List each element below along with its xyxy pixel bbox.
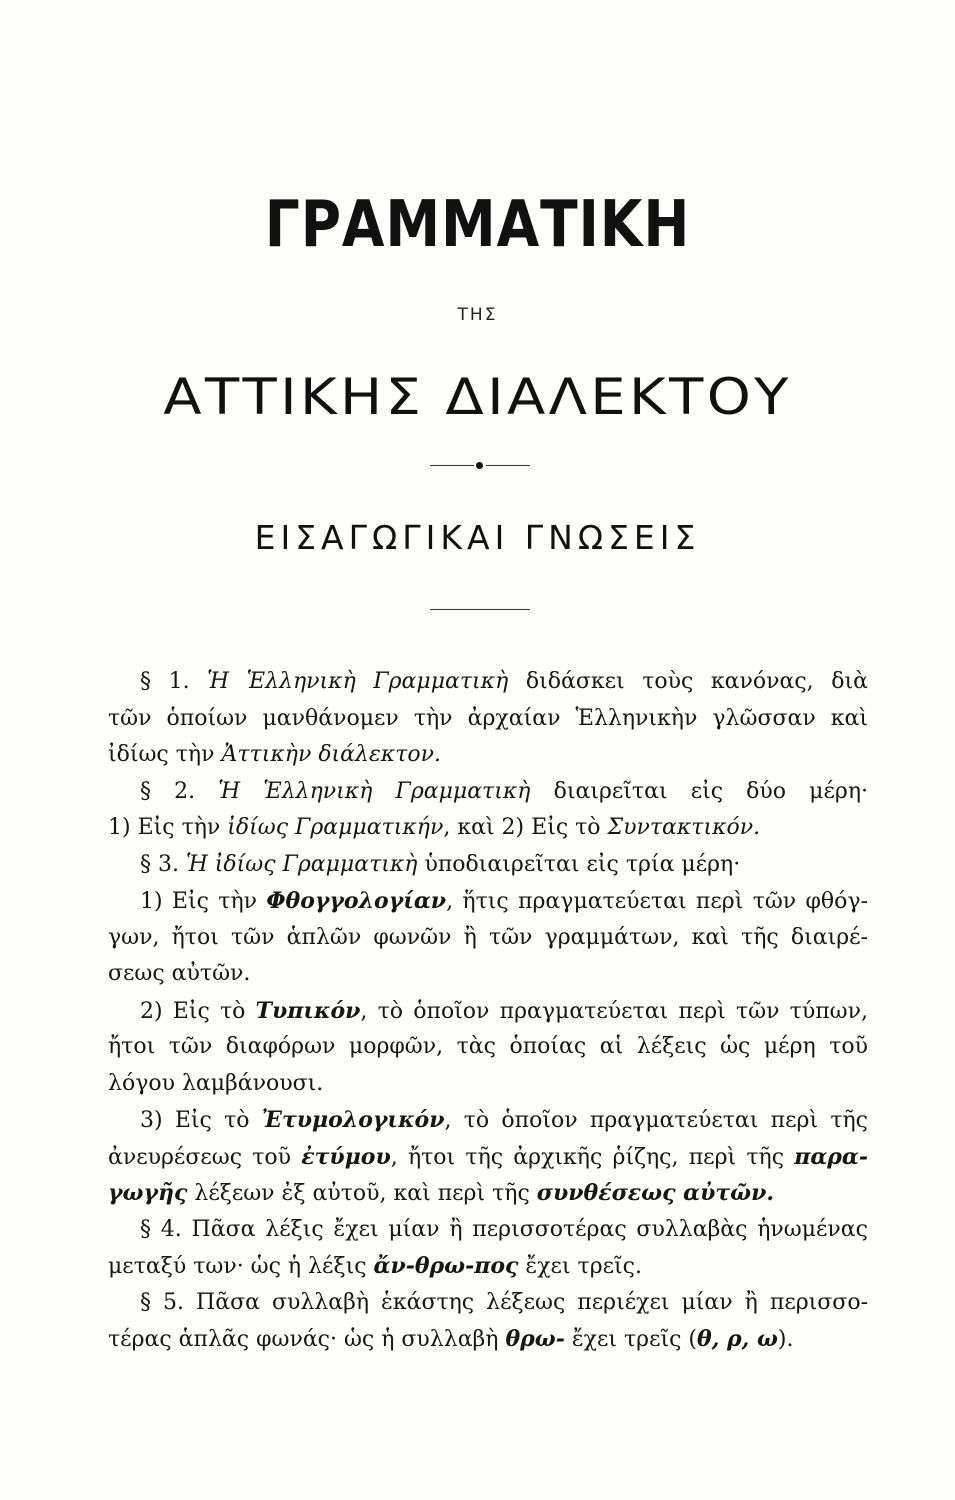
emphasis: Τυπικόν <box>255 997 361 1024</box>
text-line <box>108 737 868 774</box>
text-run: 2) Εἰς τὸ <box>140 998 256 1024</box>
emphasis: θ, ρ, ω <box>697 1326 778 1352</box>
paragraph-number: § 3. <box>140 851 186 877</box>
emphasis: Ἀττικὴν διάλεκτον. <box>221 742 442 767</box>
text-line <box>108 1066 868 1103</box>
text-line <box>108 920 868 957</box>
text-run: 1) Εἰς τὴν <box>108 815 228 840</box>
ornament-dot-icon <box>476 462 483 469</box>
text-run: τῶν ὁποίων μανθάνομεν τὴν ἀρχαίαν Ἑλληνικὴν γλῶσσαν καὶ <box>108 705 868 731</box>
text-line <box>108 1102 868 1139</box>
text-run: διαιρεῖται εἰς δύο μέρη· <box>530 778 868 804</box>
text-line <box>108 701 868 738</box>
section-heading: ΕΙΣΑΓΩΓΙΚΑΙ ΓΝΩΣΕΙΣ <box>254 518 701 557</box>
section-rule <box>430 609 530 610</box>
paragraph-number: § 1. <box>140 669 208 694</box>
emphasis: θρω- <box>505 1326 565 1352</box>
text-line <box>108 774 868 811</box>
text-line <box>108 1321 868 1358</box>
text-run: λέξεων ἐξ αὐτοῦ, καὶ περὶ τῆς <box>187 1181 537 1206</box>
text-run: σεως αὐτῶν. <box>108 961 251 986</box>
text-run: ). <box>777 1327 794 1352</box>
text-run: μεταξύ των· ὡς ἡ λέξις <box>108 1254 374 1279</box>
subtitle-article: ΤΗΣ <box>457 305 498 325</box>
text-run: ἔχει τρεῖς ( <box>564 1327 698 1352</box>
text-run: , τὸ ὁποῖον πραγματεύεται περὶ τῆς <box>444 1108 868 1133</box>
text-line <box>108 993 868 1030</box>
text-run: , καὶ 2) Εἰς τὸ <box>443 815 608 840</box>
text-line <box>108 810 868 847</box>
text-line <box>108 883 868 920</box>
emphasis: ἐτύμου <box>301 1143 391 1170</box>
paragraph-number: § 2. <box>140 778 219 804</box>
emphasis: γωγῆς <box>108 1180 188 1206</box>
text-run: ἀνευρέσεως τοῦ <box>108 1144 302 1170</box>
emphasis: Φθογγολογίαν <box>266 888 447 914</box>
text-run: ὑποδιαιρεῖται εἰς τρία μέρη· <box>417 851 741 877</box>
subtitle-dialect: ΑΤΤΙΚΗΣ ΔΙΑΛΕΚΤΟΥ <box>163 368 792 426</box>
text-line <box>108 1029 868 1066</box>
body-text <box>108 664 868 1358</box>
text-line <box>108 956 868 993</box>
emphasis: Ἐτυμολογικόν <box>261 1107 445 1133</box>
text-line <box>108 664 868 701</box>
emphasis: παρα- <box>794 1143 868 1170</box>
text-run: ἰδίως τὴν <box>108 742 222 767</box>
text-line <box>108 1212 868 1249</box>
text-run: , ἥτις πραγματεύεται περὶ τῶν φθόγ- <box>446 889 868 914</box>
text-run: § 5. Πᾶσα συλλαβὴ ἑκάστης λέξεως περιέχει μίαν ἢ περισσο- <box>140 1289 868 1315</box>
text-run: ἤτοι τῶν διαφόρων μορφῶν, τὰς ὁποίας αἱ λέξεις ὡς μέρη τοῦ <box>108 1034 868 1059</box>
text-run: λόγου λαμβάνουσι. <box>108 1070 324 1096</box>
text-run: § 4. Πᾶσα λέξις ἔχει μίαν ἢ περισσοτέρας συλλαβὰς ἡνωμένας <box>140 1216 868 1242</box>
text-line <box>108 1175 868 1212</box>
emphasis: ἰδίως Γραμματικήν <box>227 815 444 840</box>
emphasis: Ἡ ἰδίως Γραμματικὴ <box>185 851 418 877</box>
text-line <box>108 847 868 884</box>
text-run: 1) Εἰς τὴν <box>140 889 267 914</box>
text-run: , ἤτοι τῆς ἀρχικῆς ῥίζης, περὶ τῆς <box>390 1144 795 1170</box>
text-run: τέρας ἁπλᾶς φωνάς· ὡς ἡ συλλαβὴ <box>108 1327 506 1352</box>
text-run: διδάσκει τοὺς κανόνας, διὰ <box>508 669 868 694</box>
emphasis: συνθέσεως αὐτῶν. <box>536 1180 775 1206</box>
emphasis: ἄν-θρω-πος <box>373 1253 519 1279</box>
emphasis: Ἡ Ἑλληνικὴ Γραμματικὴ <box>218 778 531 804</box>
page-title: ΓΡΑΜΜΑΤΙΚΗ <box>264 188 691 262</box>
text-line <box>108 1248 868 1285</box>
text-run: γων, ἤτοι τῶν ἁπλῶν φωνῶν ἢ τῶν γραμμάτων, καὶ τῆς διαιρέ- <box>108 924 868 950</box>
text-line <box>108 1139 868 1176</box>
text-run: ἔχει τρεῖς. <box>518 1254 642 1279</box>
ornament-divider <box>430 462 530 470</box>
text-line <box>108 1285 868 1322</box>
emphasis: Συντακτικόν. <box>607 815 761 840</box>
text-run: , τὸ ὁποῖον πραγματεύεται περὶ τῶν τύπων, <box>360 998 868 1024</box>
text-run: 3) Εἰς τὸ <box>140 1108 262 1133</box>
emphasis: Ἡ Ἑλληνικὴ Γραμματικὴ <box>207 669 509 694</box>
